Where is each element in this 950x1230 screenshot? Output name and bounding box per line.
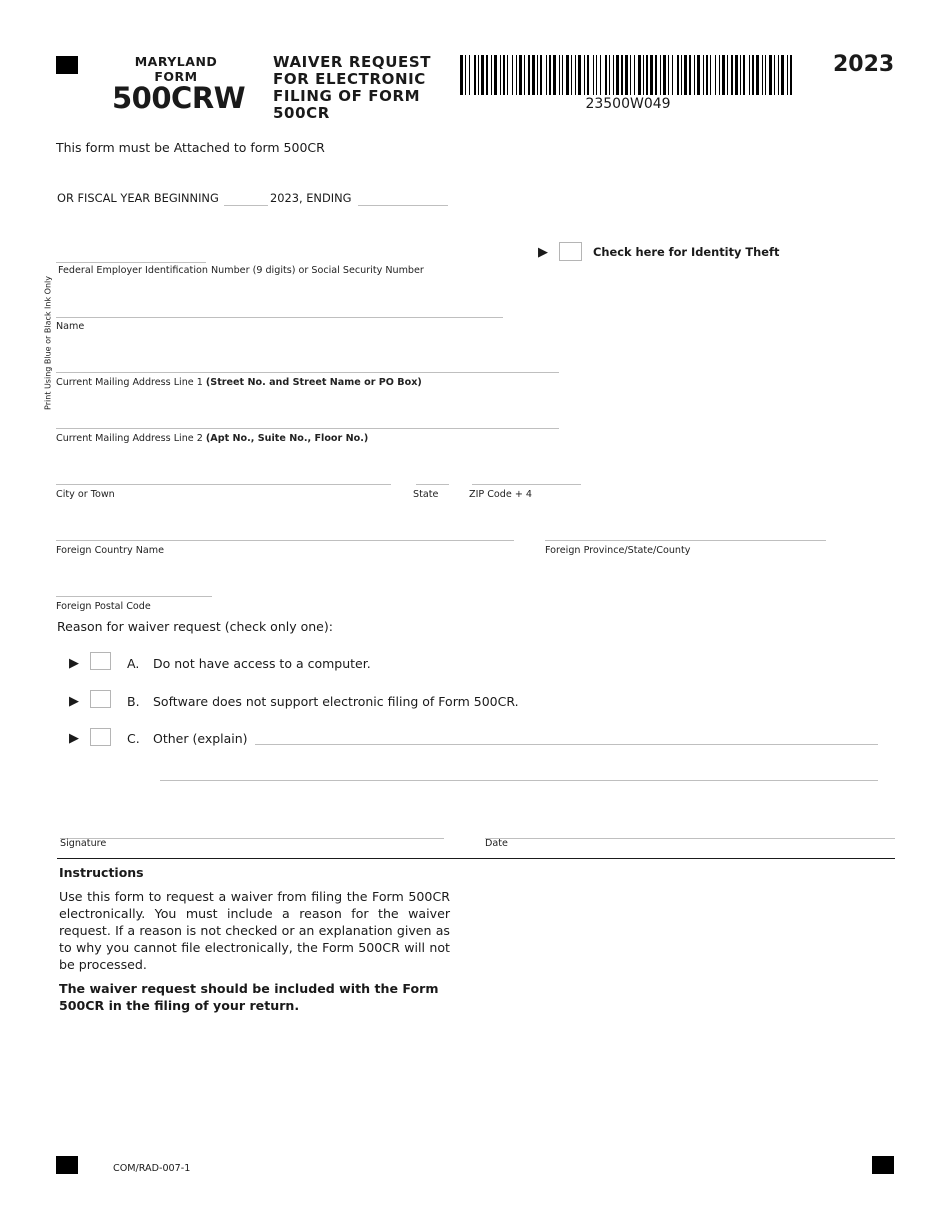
tax-year: 2023	[833, 52, 895, 77]
barcode	[458, 55, 798, 95]
date-label: Date	[485, 838, 508, 849]
fiscal-begin-input[interactable]	[224, 190, 268, 204]
address1-label: Current Mailing Address Line 1 (Street No. and Street Name or PO Box)	[56, 377, 422, 388]
state-label: State	[413, 489, 439, 500]
reason-b-letter: B.	[127, 694, 140, 709]
reason-c-letter: C.	[127, 731, 140, 746]
state-underline	[416, 484, 449, 485]
name-input[interactable]	[56, 300, 503, 316]
address2-underline	[56, 428, 559, 429]
explain-input-1[interactable]	[255, 728, 878, 743]
address1-input[interactable]	[56, 355, 559, 371]
arrow-icon: ▶	[69, 656, 79, 671]
identity-theft-label: Check here for Identity Theft	[593, 245, 780, 259]
instructions-heading: Instructions	[59, 865, 144, 880]
signature-label: Signature	[60, 838, 107, 849]
form-title-line-1: WAIVER REQUEST	[273, 53, 432, 71]
fiscal-mid-label: 2023, ENDING	[270, 191, 352, 205]
identity-theft-checkbox[interactable]	[559, 242, 582, 261]
date-underline	[485, 838, 895, 839]
city-label: City or Town	[56, 489, 115, 500]
arrow-icon: ▶	[69, 694, 79, 709]
registration-mark-bottom-right	[872, 1156, 894, 1174]
form-word: FORM	[154, 69, 198, 84]
country-underline	[56, 540, 514, 541]
state-name: MARYLAND	[134, 54, 218, 69]
form-title-line-4: 500CR	[273, 104, 330, 122]
country-label: Foreign Country Name	[56, 545, 165, 556]
registration-mark-top-left	[56, 56, 78, 74]
explain-underline-1	[255, 744, 878, 745]
name-underline	[56, 317, 503, 318]
reason-a-letter: A.	[127, 656, 140, 671]
fein-label: Federal Employer Identification Number (9 digits) or Social Security Number	[58, 265, 424, 276]
form-title-line-2: FOR ELECTRONIC	[273, 70, 426, 88]
fiscal-begin-underline	[224, 205, 268, 206]
city-input[interactable]	[56, 467, 391, 483]
attach-note: This form must be Attached to form 500CR	[56, 140, 325, 155]
explain-input-2[interactable]	[160, 764, 878, 779]
postal-underline	[56, 596, 212, 597]
reason-c-text: Other (explain)	[153, 731, 248, 746]
reason-b-checkbox[interactable]	[90, 690, 111, 708]
section-divider	[57, 858, 895, 859]
barcode-number: 23500W049	[585, 96, 671, 112]
zip-input[interactable]	[472, 467, 581, 483]
state-input[interactable]	[416, 467, 449, 483]
registration-mark-bottom-left	[56, 1156, 78, 1174]
arrow-icon: ▶	[538, 245, 548, 260]
name-label: Name	[56, 321, 85, 332]
explain-underline-2	[160, 780, 878, 781]
fein-input[interactable]	[56, 246, 206, 261]
reason-a-checkbox[interactable]	[90, 652, 111, 670]
footer-form-code: COM/RAD-007-1	[113, 1163, 191, 1174]
postal-label: Foreign Postal Code	[56, 601, 151, 612]
signature-input[interactable]	[60, 820, 444, 837]
reason-c-checkbox[interactable]	[90, 728, 111, 746]
signature-underline	[60, 838, 444, 839]
zip-underline	[472, 484, 581, 485]
reason-heading: Reason for waiver request (check only one):	[57, 619, 333, 634]
country-input[interactable]	[56, 523, 514, 539]
zip-label: ZIP Code + 4	[469, 489, 533, 500]
instructions-body: Use this form to request a waiver from filing the Form 500CR electronically. You must include a reason for the waiver request. If a reason is not checked or an explanation given as to why you cannot file electronically, the Form 500CR will not be processed.	[59, 889, 450, 972]
province-underline	[545, 540, 826, 541]
address2-label: Current Mailing Address Line 2 (Apt No., Suite No., Floor No.)	[56, 433, 369, 444]
instructions-bold-note: The waiver request should be included with the Form 500CR in the filing of your return.	[59, 981, 439, 1013]
reason-a-text: Do not have access to a computer.	[153, 656, 371, 671]
form-number: 500CRW	[112, 81, 246, 115]
province-input[interactable]	[545, 523, 826, 539]
province-label: Foreign Province/State/County	[545, 545, 691, 556]
form-title	[273, 54, 431, 122]
fein-underline	[56, 262, 206, 263]
fiscal-end-input[interactable]	[358, 190, 448, 204]
arrow-icon: ▶	[69, 731, 79, 746]
ink-instruction-note: Print Using Blue or Black Ink Only	[43, 276, 53, 410]
city-underline	[56, 484, 391, 485]
fiscal-end-underline	[358, 205, 448, 206]
fiscal-begin-label: OR FISCAL YEAR BEGINNING	[57, 191, 219, 205]
form-title-line-3: FILING OF FORM	[273, 87, 421, 105]
address1-underline	[56, 372, 559, 373]
date-input[interactable]	[485, 820, 895, 837]
reason-b-text: Software does not support electronic filing of Form 500CR.	[153, 694, 519, 709]
postal-input[interactable]	[56, 579, 212, 595]
address2-input[interactable]	[56, 411, 559, 427]
